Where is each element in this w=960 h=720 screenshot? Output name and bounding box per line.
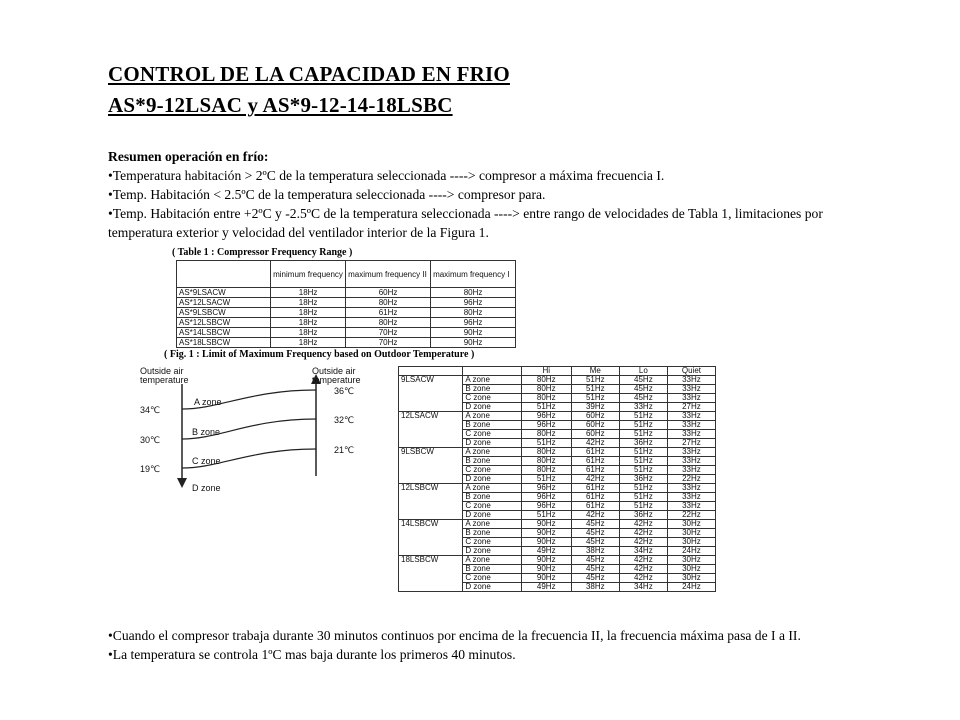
zone-cell: B zone	[463, 565, 521, 574]
frequency-cell: 90Hz	[521, 520, 571, 529]
frequency-cell: 80Hz	[521, 466, 571, 475]
frequency-cell: 51Hz	[619, 448, 667, 457]
frequency-cell: 51Hz	[619, 502, 667, 511]
frequency-cell: 90Hz	[521, 574, 571, 583]
summary-section	[108, 147, 828, 242]
frequency-cell: 36Hz	[619, 475, 667, 484]
frequency-cell: 51Hz	[619, 457, 667, 466]
frequency-cell: 61Hz	[571, 466, 619, 475]
frequency-cell: 33Hz	[667, 394, 715, 403]
frequency-cell: 80Hz	[521, 376, 571, 385]
frequency-cell: 51Hz	[521, 439, 571, 448]
frequency-cell: 60Hz	[571, 430, 619, 439]
frequency-cell: 90Hz	[431, 328, 516, 338]
frequency-cell: 33Hz	[667, 412, 715, 421]
frequency-cell: 33Hz	[667, 493, 715, 502]
model-cell: 12LSBCW	[399, 484, 463, 520]
frequency-cell: 80Hz	[521, 385, 571, 394]
frequency-cell: 51Hz	[619, 421, 667, 430]
frequency-cell: 30Hz	[667, 529, 715, 538]
left-axis-label-line2: temperature	[140, 375, 189, 385]
frequency-cell: 51Hz	[619, 493, 667, 502]
summary-bullet: •Temperatura habitación > 2ºC de la temperatura seleccionada ----> compresor a máxima frecuencia I.	[108, 168, 665, 183]
frequency-cell: 30Hz	[667, 574, 715, 583]
frequency-cell: 51Hz	[571, 394, 619, 403]
frequency-cell: 60Hz	[571, 421, 619, 430]
frequency-cell: 90Hz	[521, 565, 571, 574]
frequency-cell: 18Hz	[271, 298, 346, 308]
frequency-cell: 51Hz	[619, 466, 667, 475]
frequency-cell: 33Hz	[619, 403, 667, 412]
table-row	[177, 288, 516, 298]
frequency-cell: 61Hz	[571, 484, 619, 493]
frequency-cell: 61Hz	[571, 457, 619, 466]
frequency-cell: 80Hz	[431, 308, 516, 318]
frequency-cell: 42Hz	[619, 574, 667, 583]
table-row	[177, 298, 516, 308]
frequency-cell: 38Hz	[571, 583, 619, 592]
frequency-cell: 51Hz	[521, 511, 571, 520]
left-temp-label: 34℃	[140, 405, 161, 415]
zone-cell: B zone	[463, 421, 521, 430]
footer-bullet: •Cuando el compresor trabaja durante 30 minutos continuos por encima de la frecuencia II, la frecuencia máxima pasa de I a II.	[108, 628, 801, 643]
frequency-cell: 51Hz	[521, 403, 571, 412]
summary-heading: Resumen operación en frío:	[108, 149, 269, 164]
right-temp-label: 36℃	[334, 386, 355, 396]
compressor-frequency-table	[176, 260, 516, 348]
frequency-cell: 30Hz	[667, 565, 715, 574]
frequency-cell: 22Hz	[667, 511, 715, 520]
frequency-cell: 18Hz	[271, 338, 346, 348]
table-row	[177, 318, 516, 328]
frequency-cell: 45Hz	[571, 529, 619, 538]
frequency-cell: 42Hz	[619, 538, 667, 547]
frequency-cell: 51Hz	[619, 484, 667, 493]
zone-cell: A zone	[463, 484, 521, 493]
frequency-cell: 24Hz	[667, 583, 715, 592]
frequency-cell: 70Hz	[346, 328, 431, 338]
zone-cell: B zone	[463, 493, 521, 502]
frequency-cell: 33Hz	[667, 466, 715, 475]
table-header-cell: minimum frequency	[271, 261, 346, 288]
right-axis-label-line1: Outside air	[312, 366, 356, 376]
frequency-cell: 30Hz	[667, 556, 715, 565]
summary-bullet: •Temp. Habitación entre +2ºC y -2.5ºC de la temperatura seleccionada ----> entre rango de velocidades de Tabla 1, limitaciones por temperatura exterior y velocidad del ventilador interior de la Figura 1.	[108, 206, 823, 240]
frequency-cell: 34Hz	[619, 583, 667, 592]
zone-label: C zone	[192, 456, 221, 466]
frequency-cell: 39Hz	[571, 403, 619, 412]
model-cell: AS*9LSACW	[177, 288, 271, 298]
table-row	[399, 520, 716, 529]
frequency-cell: 61Hz	[571, 493, 619, 502]
frequency-cell: 51Hz	[571, 385, 619, 394]
frequency-cell: 90Hz	[431, 338, 516, 348]
zone-cell: D zone	[463, 583, 521, 592]
table-header-row	[177, 261, 516, 288]
max-frequency-zone-table	[398, 366, 716, 592]
frequency-cell: 51Hz	[571, 376, 619, 385]
frequency-cell: 45Hz	[571, 520, 619, 529]
frequency-cell: 42Hz	[619, 565, 667, 574]
frequency-cell: 80Hz	[521, 448, 571, 457]
right-temp-label: 32℃	[334, 415, 355, 425]
frequency-cell: 42Hz	[619, 529, 667, 538]
frequency-cell: 61Hz	[571, 448, 619, 457]
frequency-cell: 45Hz	[619, 385, 667, 394]
figure1-title: ( Fig. 1 : Limit of Maximum Frequency based on Outdoor Temperature )	[164, 349, 475, 360]
frequency-cell: 60Hz	[571, 412, 619, 421]
frequency-cell: 80Hz	[521, 430, 571, 439]
zone-cell: A zone	[463, 448, 521, 457]
frequency-cell: 45Hz	[571, 538, 619, 547]
zone-label: A zone	[194, 397, 222, 407]
table-header-cell: Quiet	[667, 367, 715, 376]
table-row	[399, 412, 716, 421]
frequency-cell: 96Hz	[521, 412, 571, 421]
table-row	[399, 556, 716, 565]
zone-cell: D zone	[463, 511, 521, 520]
frequency-cell: 90Hz	[521, 529, 571, 538]
frequency-cell: 96Hz	[431, 298, 516, 308]
table-header-cell: maximum frequency II	[346, 261, 431, 288]
zone-cell: A zone	[463, 520, 521, 529]
frequency-cell: 80Hz	[521, 457, 571, 466]
frequency-cell: 18Hz	[271, 328, 346, 338]
frequency-cell: 51Hz	[521, 475, 571, 484]
frequency-cell: 33Hz	[667, 484, 715, 493]
zone-cell: D zone	[463, 439, 521, 448]
frequency-cell: 45Hz	[571, 556, 619, 565]
model-cell: AS*14LSBCW	[177, 328, 271, 338]
right-temp-label: 21℃	[334, 445, 355, 455]
left-axis-arrow	[177, 478, 187, 488]
frequency-cell: 45Hz	[619, 376, 667, 385]
footer-bullet: •La temperatura se controla 1ºC mas baja durante los primeros 40 minutos.	[108, 647, 516, 662]
model-cell: 9LSACW	[399, 376, 463, 412]
table-row	[399, 484, 716, 493]
frequency-cell: 96Hz	[521, 502, 571, 511]
frequency-cell: 80Hz	[521, 394, 571, 403]
zone-cell: C zone	[463, 430, 521, 439]
frequency-cell: 42Hz	[571, 511, 619, 520]
model-cell: 9LSBCW	[399, 448, 463, 484]
frequency-cell: 51Hz	[619, 430, 667, 439]
frequency-cell: 33Hz	[667, 502, 715, 511]
frequency-cell: 61Hz	[346, 308, 431, 318]
zone-cell: A zone	[463, 376, 521, 385]
frequency-cell: 80Hz	[346, 318, 431, 328]
frequency-cell: 51Hz	[619, 412, 667, 421]
table-header-cell: Lo	[619, 367, 667, 376]
frequency-cell: 33Hz	[667, 457, 715, 466]
frequency-cell: 90Hz	[521, 556, 571, 565]
table-row	[399, 376, 716, 385]
zone-cell: B zone	[463, 457, 521, 466]
frequency-cell: 61Hz	[571, 502, 619, 511]
zone-label: B zone	[192, 427, 221, 437]
zone-cell: D zone	[463, 475, 521, 484]
zone-cell: B zone	[463, 529, 521, 538]
frequency-cell: 42Hz	[571, 475, 619, 484]
frequency-cell: 45Hz	[571, 574, 619, 583]
frequency-cell: 34Hz	[619, 547, 667, 556]
frequency-cell: 49Hz	[521, 583, 571, 592]
table-row	[177, 328, 516, 338]
table1-title: ( Table 1 : Compressor Frequency Range )	[172, 247, 353, 258]
frequency-cell: 30Hz	[667, 538, 715, 547]
table-row	[177, 338, 516, 348]
left-temp-label: 30℃	[140, 435, 161, 445]
model-cell: 12LSACW	[399, 412, 463, 448]
model-cell: AS*9LSBCW	[177, 308, 271, 318]
zone-cell: C zone	[463, 394, 521, 403]
model-cell: 18LSBCW	[399, 556, 463, 592]
frequency-cell: 96Hz	[521, 493, 571, 502]
frequency-cell: 96Hz	[521, 421, 571, 430]
zone-cell: C zone	[463, 502, 521, 511]
frequency-cell: 33Hz	[667, 385, 715, 394]
frequency-cell: 96Hz	[431, 318, 516, 328]
frequency-cell: 60Hz	[346, 288, 431, 298]
frequency-cell: 18Hz	[271, 308, 346, 318]
zone-cell: B zone	[463, 385, 521, 394]
frequency-cell: 24Hz	[667, 547, 715, 556]
frequency-cell: 90Hz	[521, 538, 571, 547]
frequency-cell: 36Hz	[619, 511, 667, 520]
page-title: CONTROL DE LA CAPACIDAD EN FRIO	[108, 62, 510, 86]
frequency-cell: 80Hz	[346, 298, 431, 308]
frequency-cell: 38Hz	[571, 547, 619, 556]
frequency-cell: 42Hz	[619, 556, 667, 565]
zone-cell: A zone	[463, 412, 521, 421]
model-cell: AS*12LSACW	[177, 298, 271, 308]
table-row	[177, 308, 516, 318]
frequency-cell: 45Hz	[619, 394, 667, 403]
frequency-cell: 80Hz	[431, 288, 516, 298]
frequency-cell: 70Hz	[346, 338, 431, 348]
table-row	[399, 448, 716, 457]
model-cell: AS*18LSBCW	[177, 338, 271, 348]
table-header-cell	[177, 261, 271, 288]
frequency-cell: 33Hz	[667, 430, 715, 439]
zone-cell: C zone	[463, 466, 521, 475]
frequency-cell: 22Hz	[667, 475, 715, 484]
left-temp-label: 19℃	[140, 464, 161, 474]
frequency-cell: 42Hz	[571, 439, 619, 448]
frequency-cell: 36Hz	[619, 439, 667, 448]
frequency-cell: 45Hz	[571, 565, 619, 574]
zone-cell: A zone	[463, 556, 521, 565]
zone-cell: D zone	[463, 547, 521, 556]
zone-cell: D zone	[463, 403, 521, 412]
left-axis-label-line1: Outside air	[140, 366, 184, 376]
page-subtitle: AS*9-12LSAC y AS*9-12-14-18LSBC	[108, 93, 453, 117]
frequency-cell: 33Hz	[667, 376, 715, 385]
zone-cell: C zone	[463, 538, 521, 547]
frequency-cell: 42Hz	[619, 520, 667, 529]
model-cell: AS*12LSBCW	[177, 318, 271, 328]
table-header-cell: Me	[571, 367, 619, 376]
table-header-row	[399, 367, 716, 376]
frequency-cell: 30Hz	[667, 520, 715, 529]
frequency-cell: 27Hz	[667, 403, 715, 412]
summary-bullet: •Temp. Habitación < 2.5ºC de la temperatura seleccionada ----> compresor para.	[108, 187, 546, 202]
frequency-cell: 27Hz	[667, 439, 715, 448]
right-axis-label-line2: temperature	[312, 375, 361, 385]
zone-cell: C zone	[463, 574, 521, 583]
frequency-cell: 18Hz	[271, 288, 346, 298]
frequency-cell: 33Hz	[667, 421, 715, 430]
footer-section	[108, 626, 828, 664]
table-header-cell: maximum frequency I	[431, 261, 516, 288]
frequency-cell: 33Hz	[667, 448, 715, 457]
frequency-cell: 49Hz	[521, 547, 571, 556]
zone-label: D zone	[192, 483, 221, 493]
table-header-cell: Hi	[521, 367, 571, 376]
frequency-cell: 18Hz	[271, 318, 346, 328]
frequency-cell: 96Hz	[521, 484, 571, 493]
model-cell: 14LSBCW	[399, 520, 463, 556]
